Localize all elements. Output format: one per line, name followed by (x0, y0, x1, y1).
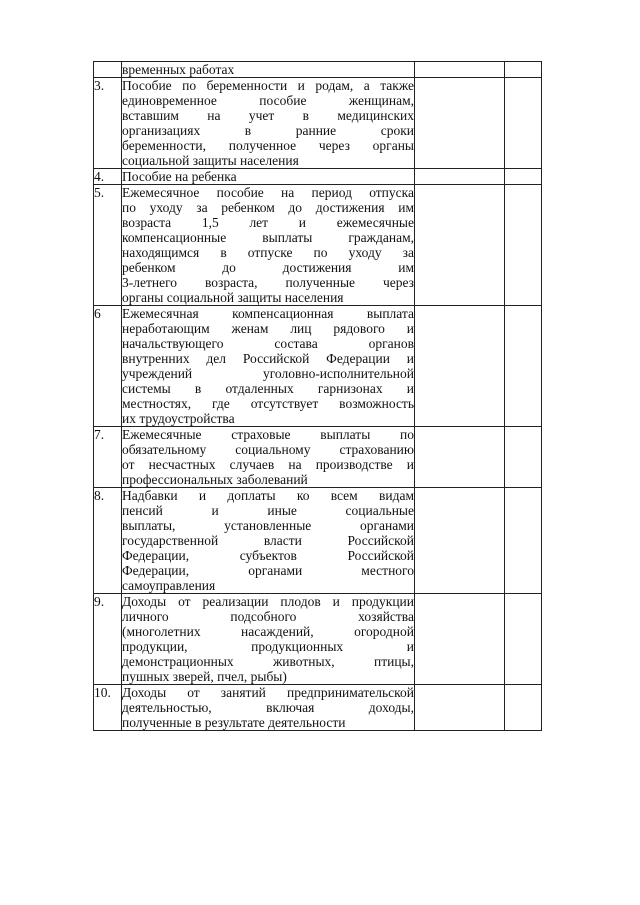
blank-cell-a (415, 427, 505, 488)
blank-cell-a (415, 78, 505, 169)
description-line: обязательному социальному страхованию (122, 442, 414, 457)
row-description (122, 685, 415, 731)
description-line: по уходу за ребенком до достижения им (122, 200, 414, 215)
blank-cell-a (415, 685, 505, 731)
row-description (122, 78, 415, 169)
blank-cell-b (505, 488, 542, 594)
blank-cell-b (505, 306, 542, 427)
income-table-body (94, 62, 542, 731)
description-line: Доходы от занятий предпринимательской (122, 685, 414, 700)
table-row (94, 594, 542, 685)
description-line: 3-летнего возраста, полученные через (122, 275, 414, 290)
row-description (122, 185, 415, 306)
row-description (122, 169, 415, 185)
table-row (94, 685, 542, 731)
description-line: вставшим на учет в медицинских (122, 108, 414, 123)
description-line: учреждений уголовно-исполнительной (122, 366, 414, 381)
blank-cell-a (415, 488, 505, 594)
row-description (122, 488, 415, 594)
blank-cell-a (415, 62, 505, 78)
description-line: (многолетних насаждений, огородной (122, 624, 414, 639)
description-line: органы социальной защиты населения (122, 290, 344, 305)
description-line: компенсационные выплаты гражданам, (122, 230, 414, 245)
description-line: начальствующего состава органов (122, 336, 414, 351)
row-number: 6 (94, 306, 122, 427)
description-line: деятельностью, включая доходы, (122, 700, 414, 715)
table-row (94, 488, 542, 594)
description-line: Пособие по беременности и родам, а также (122, 78, 414, 93)
description-line: находящимся в отпуске по уходу за (122, 245, 414, 260)
blank-cell-b (505, 169, 542, 185)
blank-cell-b (505, 185, 542, 306)
description-line: пушных зверей, пчел, рыбы) (122, 669, 287, 684)
description-line: Надбавки и доплаты ко всем видам (122, 488, 414, 503)
blank-cell-a (415, 306, 505, 427)
row-number: 4. (94, 169, 122, 185)
blank-cell-a (415, 594, 505, 685)
blank-cell-b (505, 427, 542, 488)
description-line: Ежемесячная компенсационная выплата (122, 306, 414, 321)
blank-cell-a (415, 169, 505, 185)
row-number: 3. (94, 78, 122, 169)
description-line: беременности, полученное через органы (122, 138, 414, 153)
table-row (94, 427, 542, 488)
description-line: продукции, продукционных и (122, 639, 414, 654)
description-line: ребенком до достижения им (122, 260, 414, 275)
blank-cell-b (505, 594, 542, 685)
row-number: 5. (94, 185, 122, 306)
description-line: организациях в ранние сроки (122, 123, 414, 138)
description-line: Пособие на ребенка (122, 169, 237, 184)
description-line: пенсий и иные социальные (122, 503, 414, 518)
description-line: внутренних дел Российской Федерации и (122, 351, 414, 366)
blank-cell-a (415, 185, 505, 306)
description-line: неработающим женам лиц рядового и (122, 321, 414, 336)
description-line: Федерации, субъектов Российской (122, 548, 414, 563)
description-line: государственной власти Российской (122, 533, 414, 548)
row-description (122, 306, 415, 427)
income-table (93, 61, 542, 731)
table-row (94, 185, 542, 306)
description-line: местностях, где отсутствует возможность (122, 396, 414, 411)
row-number: 8. (94, 488, 122, 594)
description-line: полученные в результате деятельности (122, 715, 346, 730)
description-line: профессиональных заболеваний (122, 472, 308, 487)
description-line: Ежемесячные страховые выплаты по (122, 427, 414, 442)
description-line: единовременное пособие женщинам, (122, 93, 414, 108)
table-row (94, 62, 542, 78)
blank-cell-b (505, 685, 542, 731)
table-row (94, 169, 542, 185)
description-line: от несчастных случаев на производстве и (122, 457, 414, 472)
description-line: временных работах (122, 62, 235, 77)
description-line: социальной защиты населения (122, 153, 299, 168)
row-number (94, 62, 122, 78)
description-line: системы в отдаленных гарнизонах и (122, 381, 414, 396)
row-description (122, 594, 415, 685)
row-description (122, 427, 415, 488)
description-line: Федерации, органами местного (122, 563, 414, 578)
description-line: их трудоустройства (122, 411, 235, 426)
table-row (94, 78, 542, 169)
table-row (94, 306, 542, 427)
row-number: 9. (94, 594, 122, 685)
row-number: 10. (94, 685, 122, 731)
description-line: возраста 1,5 лет и ежемесячные (122, 215, 414, 230)
row-number: 7. (94, 427, 122, 488)
blank-cell-b (505, 62, 542, 78)
description-line: Ежемесячное пособие на период отпуска (122, 185, 414, 200)
description-line: самоуправления (122, 578, 216, 593)
row-description (122, 62, 415, 78)
description-line: демонстрационных животных, птицы, (122, 654, 414, 669)
description-line: Доходы от реализации плодов и продукции (122, 594, 414, 609)
description-line: личного подсобного хозяйства (122, 609, 414, 624)
blank-cell-b (505, 78, 542, 169)
description-line: выплаты, установленные органами (122, 518, 414, 533)
